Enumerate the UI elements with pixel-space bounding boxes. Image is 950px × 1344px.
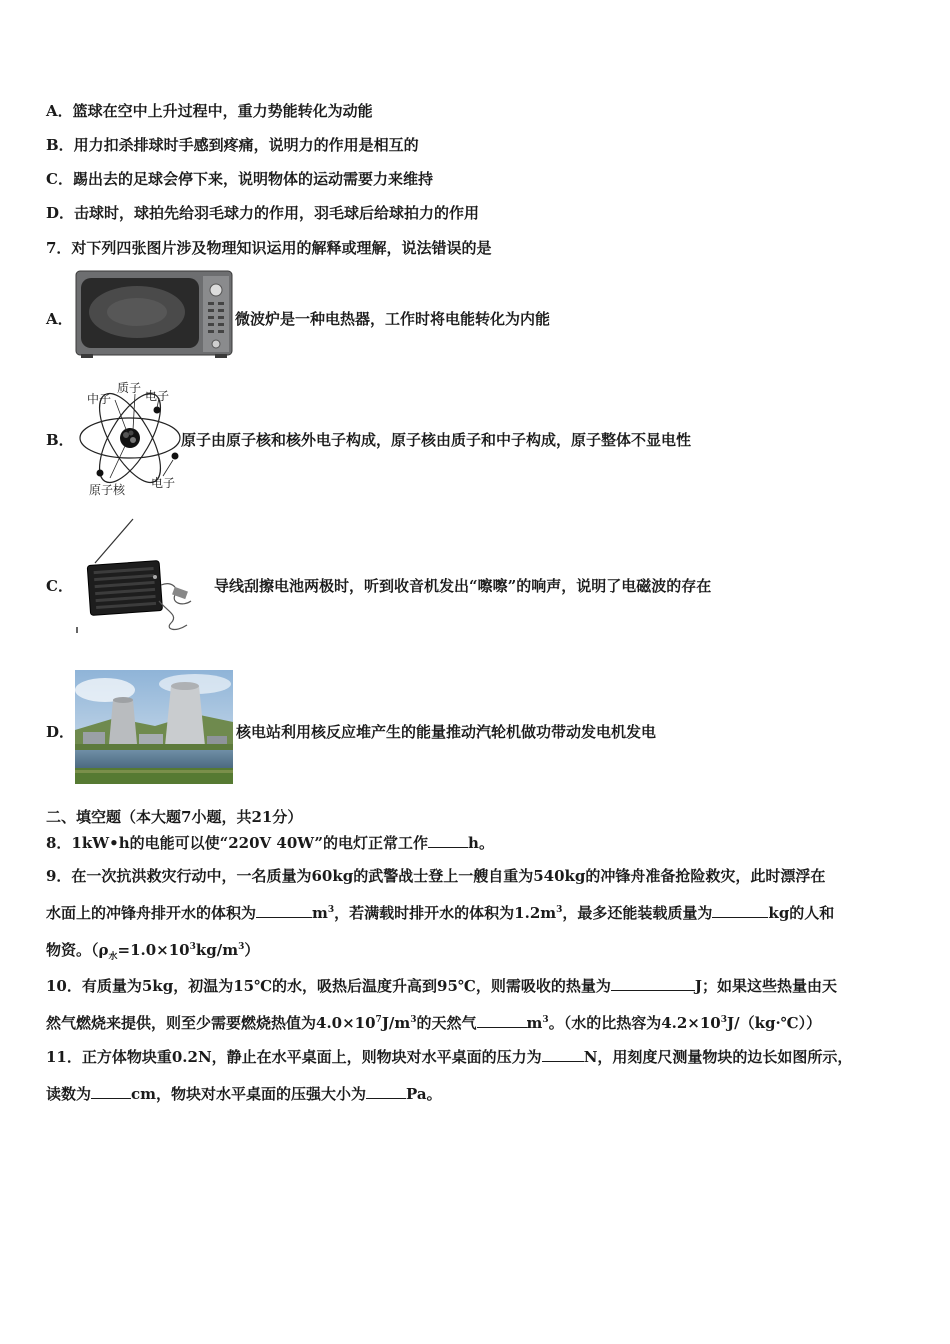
atom-label-electron-bottom: 电子 (151, 476, 176, 490)
q9-text-a: 水面上的冲锋舟排开水的体积为 (46, 904, 257, 922)
q11-text-d: cm，物块对水平桌面的压强大小为 (131, 1085, 367, 1103)
q10-unit-m: m (526, 1014, 543, 1032)
q7-option-a-letter: A． (46, 310, 73, 328)
q7-stem: 7．对下列四张图片涉及物理知识运用的解释或理解，说法错误的是 (46, 239, 492, 257)
q6-option-b: B．用力扣杀排球时手感到疼痛，说明力的作用是相互的 (46, 136, 419, 154)
atom-label-neutron: 中子 (87, 392, 112, 406)
q9-unit-m: m (312, 904, 328, 922)
q9-line-1: 9．在一次抗洪救灾行动中，一名质量为60kg的武警战士登上一艘自重为540kg的冲锋舟准备抢险救灾，此时漂浮在 (46, 867, 826, 885)
q9-density-unit: kg/m (195, 941, 239, 959)
q9-rho-sub: 水 (108, 952, 118, 962)
q6-option-d: D．击球时，球拍先给羽毛球力的作用，羽毛球后给球拍力的作用 (46, 204, 480, 222)
radio-battery-image (75, 515, 210, 640)
q10-blank-heat (611, 976, 695, 991)
q9-line-2 (46, 903, 834, 923)
q11-text-b: N，用刻度尺测量物块的边长如图所示， (583, 1048, 853, 1066)
q10-line-1 (46, 976, 837, 996)
atom-label-nucleus: 原子核 (89, 483, 126, 497)
q9-sup-3d: 3 (238, 942, 245, 952)
q10-text-e: 。（水的比热容为4.2×10 (548, 1014, 721, 1032)
q7-option-d-letter: D． (46, 723, 75, 741)
q10-sup-3a: 3 (410, 1015, 417, 1025)
q10-text-f: J/（kg·℃）） (727, 1014, 822, 1032)
q10-text-a: 10．有质量为5kg，初温为15℃的水，吸热后温度升高到95℃，则需吸收的热量为 (46, 977, 611, 995)
nuclear-plant-image (75, 670, 233, 784)
q8-unit: h。 (468, 834, 494, 852)
q11-line-1 (46, 1047, 852, 1067)
q11-text-c: 读数为 (46, 1085, 92, 1103)
microwave-image (75, 270, 233, 360)
q10-line-2 (46, 1013, 821, 1033)
q10-sup-3b: 3 (542, 1015, 549, 1025)
q9-close: ） (244, 941, 260, 959)
q10-unit: J/m (381, 1014, 411, 1032)
q10-text-c: 然气燃烧来提供，则至少需要燃烧热值为4.0×10 (46, 1014, 376, 1032)
q6-option-a: A．篮球在空中上升过程中，重力势能转化为动能 (46, 102, 373, 120)
q10-blank-volume (477, 1013, 527, 1028)
q10-text-b: J；如果这些热量由天 (694, 977, 838, 995)
atom-diagram (75, 378, 185, 498)
q9-blank-volume (256, 903, 312, 918)
q9-density-value: =1.0×10 (117, 941, 190, 959)
q11-text-e: Pa。 (406, 1085, 442, 1103)
q9-sup-3c: 3 (189, 942, 196, 952)
q11-line-2 (46, 1084, 442, 1104)
q10-text-d: 的天然气 (416, 1014, 477, 1032)
q9-line-3 (46, 940, 259, 960)
q11-blank-length (91, 1084, 131, 1099)
q7-option-b-text: 原子由原子核和核外电子构成，原子核由质子和中子构成，原子整体不显电性 (181, 431, 692, 449)
q7-option-c-text: 导线刮擦电池两极时，听到收音机发出“嚓嚓”的响声，说明了电磁波的存在 (214, 577, 712, 595)
q8 (46, 833, 494, 853)
q9-blank-mass (712, 903, 768, 918)
q9-text-d: ，最多还能装载质量为 (562, 904, 713, 922)
q10-sup-3c: 3 (720, 1015, 727, 1025)
q11-blank-force (542, 1047, 584, 1062)
q9-text-c: ，若满载时排开水的体积为1.2m (334, 904, 557, 922)
atom-label-electron-top: 电子 (145, 389, 170, 403)
q10-sup-7: 7 (375, 1015, 382, 1025)
q8-text: 8．1kW•h的电能可以使“220V 40W”的电灯正常工作 (46, 834, 429, 852)
section-2-heading: 二、填空题（本大题7小题，共21分） (46, 808, 303, 826)
q8-blank (428, 833, 468, 848)
q11-blank-pressure (366, 1084, 406, 1099)
q7-option-c-letter: C． (46, 577, 73, 595)
q11-text-a: 11．正方体物块重0.2N，静止在水平桌面上，则物块对水平桌面的压力为 (46, 1048, 542, 1066)
q9-sup-3a: 3 (327, 905, 335, 915)
q9-text-e: kg的人和 (768, 904, 835, 922)
q7-option-b-letter: B． (46, 431, 74, 449)
q7-option-d-text: 核电站利用核反应堆产生的能量推动汽轮机做功带动发电机发电 (236, 723, 657, 741)
q9-sup-3b: 3 (556, 905, 563, 915)
atom-label-proton: 质子 (117, 381, 142, 395)
q9-rho: 物资。（ρ (46, 941, 109, 959)
q7-option-a-text: 微波炉是一种电热器，工作时将电能转化为内能 (235, 310, 551, 328)
q6-option-c: C．踢出去的足球会停下来，说明物体的运动需要力来维持 (46, 170, 433, 188)
